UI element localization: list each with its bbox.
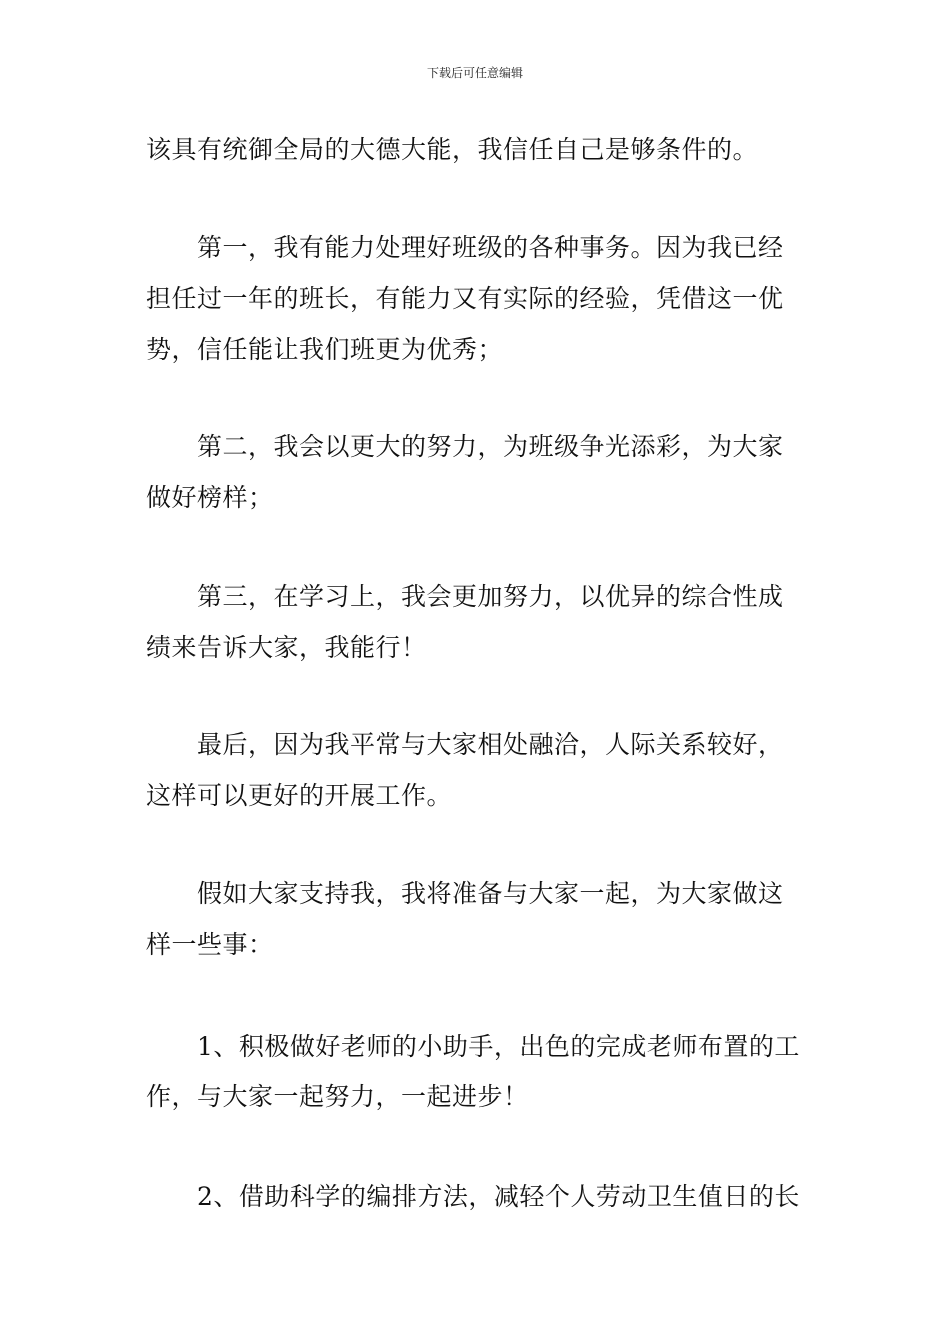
text-line-2: 第一，我有能力处理好班级的各种事务。因为我已经 — [197, 233, 784, 262]
text-line-5: 第二，我会以更大的努力，为班级争光添彩，为大家 — [197, 432, 784, 461]
text-line-15: 2、借助科学的编排方法，减轻个人劳动卫生值日的长 — [197, 1182, 800, 1211]
text-line-14: 作，与大家一起努力，一起进步！ — [146, 1082, 529, 1111]
text-line-3: 担任过一年的班长，有能力又有实际的经验，凭借这一优 — [146, 284, 784, 313]
text-line-4: 势，信任能让我们班更为优秀； — [146, 335, 504, 364]
text-line-10: 这样可以更好的开展工作。 — [146, 781, 453, 810]
page-header-note: 下载后可任意编辑 — [426, 66, 523, 80]
text-line-1: 该具有统御全局的大德大能，我信任自己是够条件的。 — [146, 135, 759, 164]
text-line-13: 1、积极做好老师的小助手，出色的完成老师布置的工 — [197, 1032, 800, 1061]
text-line-11: 假如大家支持我，我将准备与大家一起，为大家做这 — [197, 879, 784, 908]
text-line-7: 第三，在学习上，我会更加努力，以优异的综合性成 — [197, 582, 784, 611]
text-line-12: 样一些事： — [146, 930, 274, 959]
text-line-8: 绩来告诉大家，我能行！ — [146, 633, 427, 662]
text-line-6: 做好榜样； — [146, 483, 274, 512]
text-line-9: 最后，因为我平常与大家相处融洽，人际关系较好， — [197, 730, 784, 759]
